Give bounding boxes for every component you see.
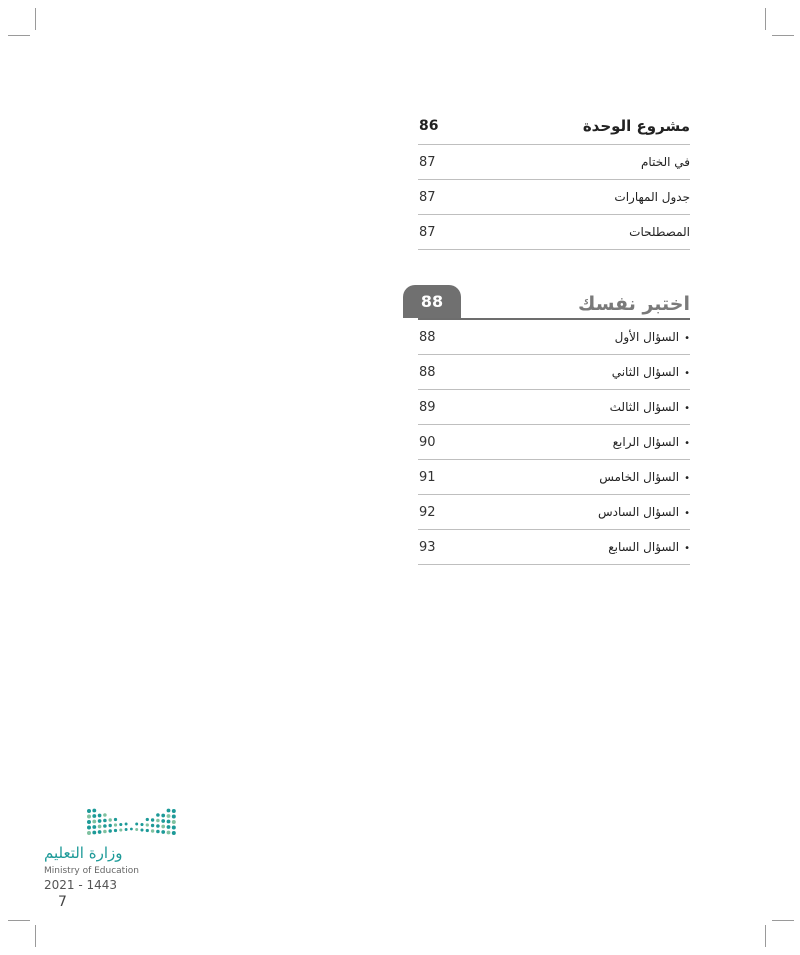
logo-dot	[103, 824, 107, 828]
bullet-icon: •	[684, 508, 690, 519]
logo-dot	[172, 809, 176, 813]
logo-dot	[156, 830, 160, 834]
logo-dot	[140, 828, 143, 831]
logo-dot	[146, 818, 149, 821]
toc-row[interactable]	[418, 530, 690, 565]
toc-row-label: المصطلحات	[629, 225, 690, 239]
logo-dot	[103, 830, 107, 834]
toc-heading-row[interactable]	[418, 285, 690, 320]
toc-heading-label: مشروع الوحدة	[582, 117, 690, 135]
toc-page-number: 87	[419, 224, 436, 240]
logo-dot	[92, 814, 96, 818]
logo-dot	[156, 819, 160, 823]
crop-mark	[35, 925, 36, 947]
logo-dot	[98, 819, 102, 823]
logo-dot	[161, 830, 165, 834]
logo-dot	[135, 828, 138, 831]
toc-section-unit-project	[418, 108, 690, 250]
toc-row-label: جدول المهارات	[614, 190, 690, 204]
logo-dot	[103, 813, 107, 817]
logo-dot	[92, 825, 96, 829]
logo-dot	[125, 823, 128, 826]
crop-mark	[8, 35, 30, 36]
toc-row[interactable]	[418, 180, 690, 215]
logo-dot	[167, 820, 171, 824]
logo-dot	[119, 828, 122, 831]
logo-dot	[125, 828, 128, 831]
page-number: 7	[58, 894, 67, 910]
logo-dot	[172, 831, 176, 835]
toc-row[interactable]	[418, 390, 690, 425]
toc-row[interactable]	[418, 215, 690, 250]
bullet-icon: •	[684, 333, 690, 344]
toc-page-number: 89	[419, 399, 436, 415]
toc-row[interactable]	[418, 320, 690, 355]
logo-dot	[87, 826, 91, 830]
logo-dot	[146, 823, 149, 826]
logo-dot	[146, 829, 149, 832]
logo-dot	[172, 815, 176, 819]
crop-mark	[765, 8, 766, 30]
logo-dot	[172, 826, 176, 830]
edition-year: 2021 - 1443	[44, 878, 118, 892]
toc-page-number: 91	[419, 469, 436, 485]
toc-row-label: •السؤال الخامس	[599, 470, 690, 484]
ministry-name-arabic: وزارة التعليم	[44, 844, 123, 862]
toc-row[interactable]	[418, 425, 690, 460]
logo-dot	[161, 819, 165, 823]
logo-dot	[114, 823, 117, 826]
page-number-tab: 88	[403, 285, 461, 318]
logo-dot	[167, 809, 171, 813]
logo-dot	[109, 829, 112, 832]
crop-mark	[765, 925, 766, 947]
ministry-name-english: Ministry of Education	[44, 866, 139, 876]
toc-page-number: 87	[419, 154, 436, 170]
crop-mark	[35, 8, 36, 30]
toc-heading-row[interactable]	[418, 108, 690, 145]
logo-dot	[98, 825, 102, 829]
logo-dot	[92, 809, 96, 813]
crop-mark	[772, 35, 794, 36]
toc-row[interactable]	[418, 145, 690, 180]
ministry-logo-icon	[86, 806, 178, 836]
logo-dot	[87, 809, 91, 813]
logo-dot	[151, 818, 154, 821]
logo-dot	[151, 824, 154, 827]
toc-row-label: •السؤال الثاني	[611, 365, 690, 379]
logo-dot	[98, 814, 102, 818]
toc-heading-label: اختبر نفسك	[578, 293, 690, 315]
logo-dot	[109, 818, 112, 821]
logo-dot	[98, 830, 102, 834]
toc-row[interactable]	[418, 460, 690, 495]
toc-row-label: •السؤال الرابع	[612, 435, 690, 449]
bullet-icon: •	[684, 473, 690, 484]
logo-dot	[87, 820, 91, 824]
toc-row-label: •السؤال الثالث	[609, 400, 690, 414]
logo-dot	[172, 820, 176, 824]
toc-row-label: في الختام	[641, 155, 690, 169]
bullet-icon: •	[684, 543, 690, 554]
logo-dot	[161, 814, 165, 818]
bullet-icon: •	[684, 368, 690, 379]
logo-dot	[167, 814, 171, 818]
bullet-icon: •	[684, 438, 690, 449]
logo-dot	[109, 824, 112, 827]
toc-row-label: •السؤال السادس	[597, 505, 690, 519]
logo-dot	[151, 829, 154, 832]
logo-dot	[103, 819, 107, 823]
logo-dot	[167, 831, 171, 835]
toc-page-number: 93	[419, 539, 436, 555]
toc-page-number: 88	[419, 329, 436, 345]
bullet-icon: •	[684, 403, 690, 414]
toc-section-test-yourself	[418, 285, 690, 565]
logo-dot	[135, 823, 138, 826]
logo-dot	[156, 824, 160, 828]
logo-dot	[114, 818, 117, 821]
toc-page-number: 87	[419, 189, 436, 205]
logo-dot	[119, 823, 122, 826]
logo-dot	[114, 829, 117, 832]
logo-dot	[161, 825, 165, 829]
logo-dot	[130, 828, 133, 831]
toc-row-label: •السؤال الأول	[614, 330, 690, 344]
toc-row-label: •السؤال السابع	[608, 540, 690, 554]
logo-dot	[167, 825, 171, 829]
crop-mark	[8, 920, 30, 921]
logo-dot	[87, 831, 91, 835]
toc-page-number: 92	[419, 504, 436, 520]
toc-page-number: 88	[419, 364, 436, 380]
toc-page-number: 90	[419, 434, 436, 450]
crop-mark	[772, 920, 794, 921]
toc-row[interactable]	[418, 355, 690, 390]
logo-dot	[140, 823, 143, 826]
logo-dot	[92, 831, 96, 835]
toc-row[interactable]	[418, 495, 690, 530]
logo-dot	[156, 813, 160, 817]
toc-page-number: 86	[419, 118, 439, 134]
logo-dot	[87, 815, 91, 819]
logo-dot	[92, 820, 96, 824]
